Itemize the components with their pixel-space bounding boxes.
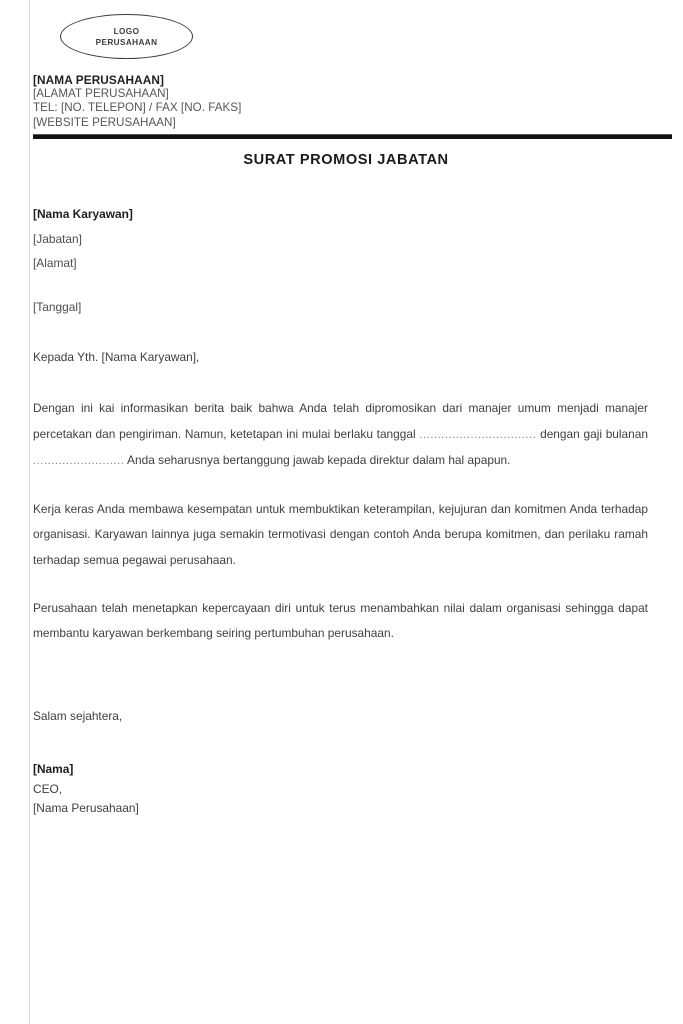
signer-name: [Nama] [33,762,74,776]
signer-company: [Nama Perusahaan] [33,801,139,815]
recipient-block [33,202,133,276]
page-edge-line [29,0,30,1024]
logo-line-1: LOGO [113,26,140,36]
logo-text [60,14,193,59]
letter-date: [Tanggal] [33,300,82,314]
company-phone-fax: TEL: [NO. TELEPON] / FAX [NO. FAKS] [33,101,242,115]
body-paragraph-1 [33,396,648,475]
paragraph-1-part-2: dengan gaji bulanan [536,426,649,441]
signature-block [33,760,139,819]
salutation: Kepada Yth. [Nama Karyawan], [33,350,200,364]
letter-body [33,396,648,647]
paragraph-1-part-1: Dengan ini kai informasikan berita baik bahwa Anda telah dipromosikan dari manajer umum menjadi manajer percetakan dan pengiriman. Namun, ketetapan ini mulai berlaku tanggal [33,401,648,441]
company-website: [WEBSITE PERUSAHAAN] [33,115,176,129]
closing-greeting: Salam sejahtera, [33,709,123,723]
paragraph-1-part-3: Anda seharusnya bertanggung jawab kepada direktur dalam hal apapun. [124,453,511,468]
company-address: [ALAMAT PERUSAHAAN] [33,87,169,101]
body-paragraph-2: Kerja keras Anda membawa kesempatan untuk membuktikan keterampilan, kejujuran dan komitmen Anda terhadap organisasi. Karyawan lainnya juga semakin termotivasi dengan contoh Anda berupa komitmen, dan perilaku ramah terhadap semua pegawai perusahaan. [33,501,648,567]
header-divider-rule [33,134,672,139]
body-paragraph-3: Perusahaan telah menetapkan kepercayaan diri untuk terus menambahkan nilai dalam organisasi sehingga dapat membantu karyawan berkembang seiring pertumbuhan perusahaan. [33,600,648,641]
company-header-block [33,73,241,130]
company-name: [NAMA PERUSAHAAN] [33,73,165,87]
logo-line-2: PERUSAHAAN [95,37,158,47]
recipient-address: [Alamat] [33,256,77,270]
paragraph-1-blank-salary: ......................... [33,455,125,468]
recipient-name: [Nama Karyawan] [33,207,133,221]
signer-title: CEO, [33,781,63,796]
company-logo [60,14,193,59]
page-title: SURAT PROMOSI JABATAN [243,152,449,168]
recipient-position: [Jabatan] [33,231,82,246]
paragraph-1-blank-date: ................................ [419,428,537,441]
